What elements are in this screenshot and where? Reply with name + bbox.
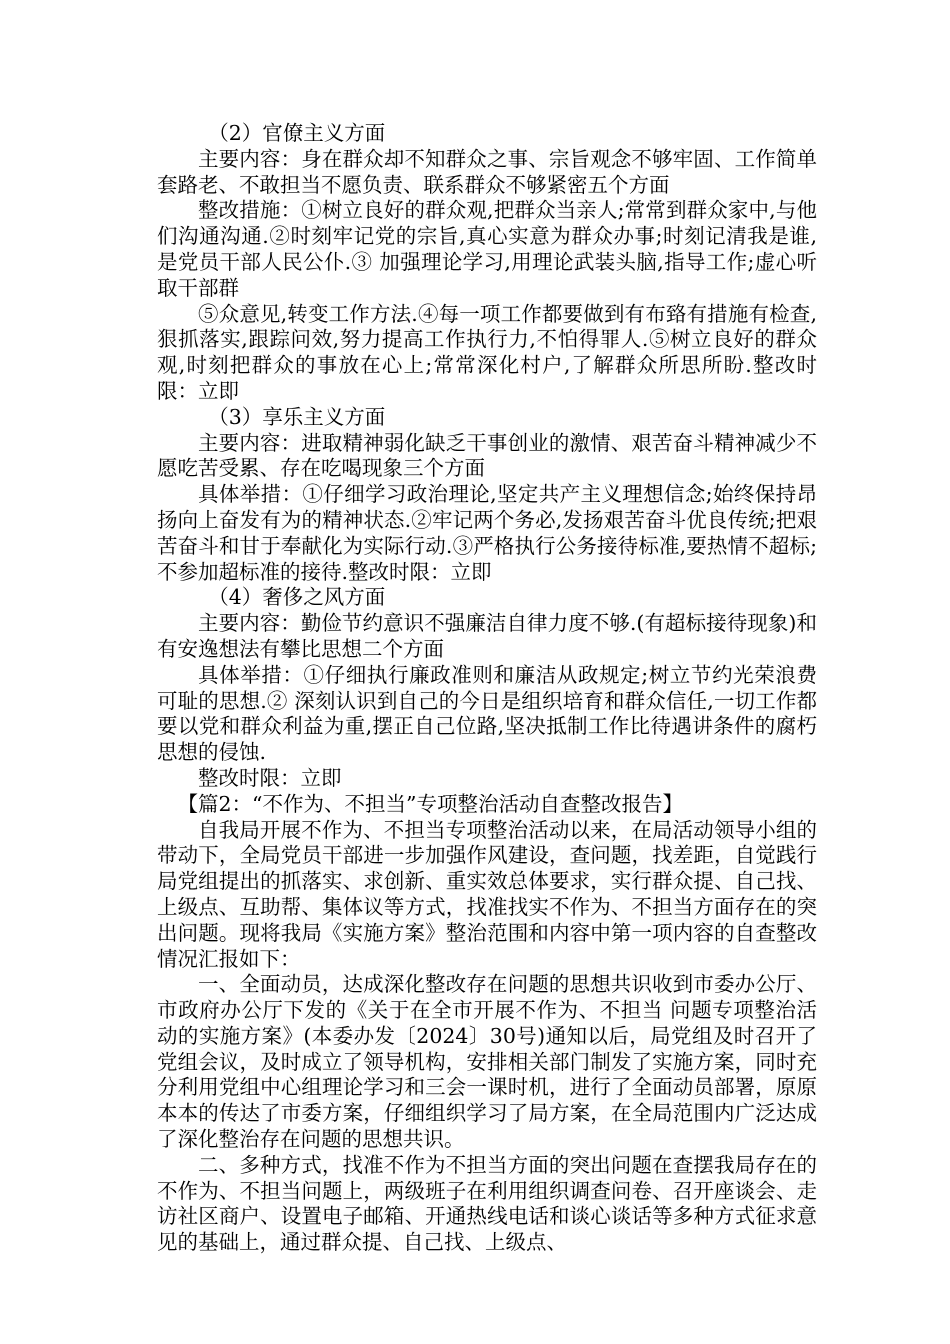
- paragraph-specific-measures: 具体举措：①仔细学习政治理论,坚定共产主义理想信念;始终保持昂扬向上奋发有为的精神状态.②牢记两个务必,发扬艰苦奋斗优良传统;把艰苦奋斗和甘于奉献化为实际行动.③严格执行公务接待标准,要热情不超标;不参加超标准的接待.整改时限：立即: [157, 482, 817, 584]
- paragraph-main-content: 主要内容：身在群众却不知群众之事、宗旨观念不够牢固、工作简单套路老、不敢担当不愿负责、联系群众不够紧密五个方面: [157, 146, 817, 197]
- paragraph-deadline: 整改时限：立即: [198, 765, 342, 790]
- paragraph-specific-measures: 具体举措：①仔细执行廉政准则和廉洁从政规定;树立节约光荣浪费可耻的思想.② 深刻认识到自己的今日是组织培育和群众信任,一切工作都要以党和群众利益为重,摆正自己位路,坚决抵制工作比待遇讲条件的腐朽思想的侵蚀.: [157, 662, 817, 765]
- paragraph-intro: 自我局开展不作为、不担当专项整治活动以来，在局活动领导小组的带动下，全局党员干部进一步加强作风建设，查问题，找差距，自觉践行局党组提出的抓落实、求创新、重实效总体要求，实行群众提、自己找、上级点、互助帮、集体议等方式，找准找实不作为、不担当方面存在的突出问题。现将我局《实施方案》整治范围和内容中第一项内容的自查整改情况汇报如下：: [157, 817, 817, 971]
- paragraph-rectification-measures: 整改措施：①树立良好的群众观,把群众当亲人;常常到群众家中,与他们沟通沟通.②时刻牢记党的宗旨,真心实意为群众办事;时刻记清我是谁,是党员干部人民公仆.③ 加强理论学习,用理论武装头脑,指导工作;虚心听取干部群: [157, 198, 817, 300]
- section-heading-extravagance: （4）奢侈之风方面: [208, 585, 386, 610]
- section-heading-hedonism: （3）享乐主义方面: [208, 404, 386, 429]
- paragraph-main-content: 主要内容：勤俭节约意识不强廉洁自律力度不够.(有超标接待现象)和有安逸想法有攀比思想二个方面: [157, 611, 817, 661]
- article-title: 【篇2：“不作为、不担当”专项整治活动自查整改报告】: [177, 791, 684, 816]
- paragraph-main-content: 主要内容：进取精神弱化缺乏干事创业的激情、艰苦奋斗精神减少不愿吃苦受累、存在吃喝现象三个方面: [157, 430, 817, 481]
- document-body: [157, 121, 817, 1256]
- paragraph-work-method: ⑤众意见,转变工作方法.④每一项工作都要做到有布臵有措施有检查,狠抓落实,跟踪问效,努力提高工作执行力,不怕得罪人.⑤树立良好的群众观,时刻把群众的事放在心上;常常深化村户,了解群众所思所盼.整改时限：立即: [157, 301, 817, 403]
- section-heading-bureaucratism: （2）官僚主义方面: [208, 121, 386, 145]
- paragraph-section-two: 二、多种方式，找准不作为不担当方面的突出问题在查摆我局存在的不作为、不担当问题上，两级班子在利用组织调查问卷、召开座谈会、走访社区商户、设置电子邮箱、开通热线电话和谈心谈话等多种方式征求意见的基础上，通过群众提、自己找、上级点、: [157, 1152, 817, 1255]
- paragraph-section-one: 一、全面动员，达成深化整改存在问题的思想共识收到市委办公厅、市政府办公厅下发的《关于在全市开展不作为、不担当 问题专项整治活动的实施方案》(本委办发〔2024〕30号)通知以后，局党组及时召开了党组会议，及时成立了领导机构，安排相关部门制发了实施方案，同时充分利用党组中心组理论学习和三会一课时机，进行了全面动员部署，原原本本的传达了市委方案，仔细组织学习了局方案，在全局范围内广泛达成了深化整治存在问题的思想共识。: [157, 972, 817, 1152]
